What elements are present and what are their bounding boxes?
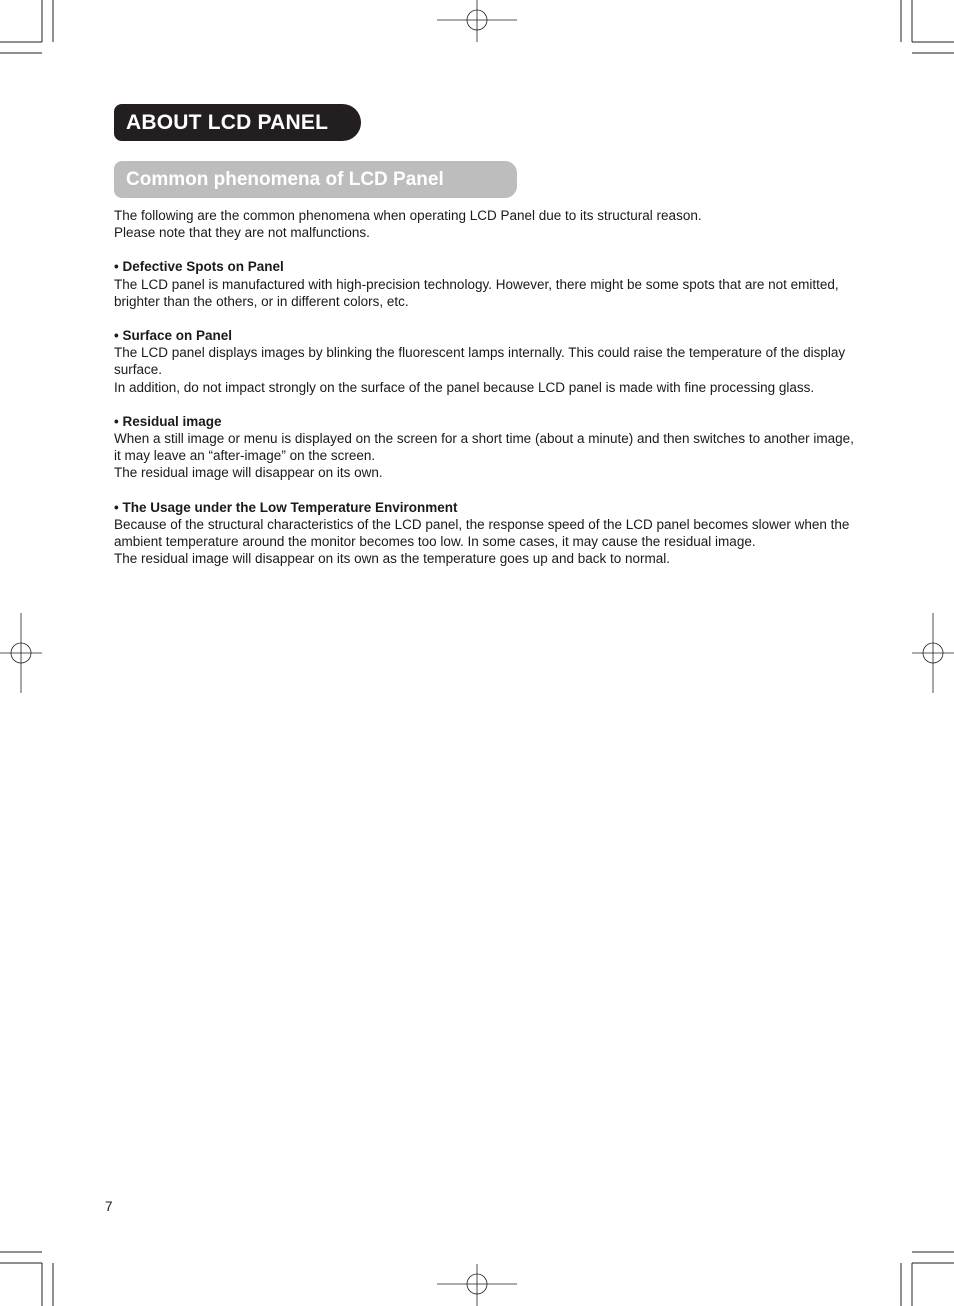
section-heading: Common phenomena of LCD Panel xyxy=(114,161,517,198)
section-paragraph: Because of the structural characteristics of the LCD panel, the response speed of the LCD panel becomes slower when the ambient temperature around the monitor becomes too low. In some cases, it may cause the residual image. xyxy=(114,516,850,550)
intro-line: The following are the common phenomena when operating LCD Panel due to its structural reason. xyxy=(114,208,702,223)
section-paragraph: The LCD panel displays images by blinking the fluorescent lamps internally. This could raise the temperature of the display surface. xyxy=(114,345,846,378)
crop-mark-icon xyxy=(901,1252,954,1306)
document-body xyxy=(114,207,854,567)
section-title: • Residual image xyxy=(114,413,222,429)
section-residual-image xyxy=(114,413,854,482)
registration-mark-icon xyxy=(437,0,517,42)
section-paragraph: The LCD panel is manufactured with high-precision technology. However, there might be some spots that are not emitted, brighter than the others, or in different colors, etc. xyxy=(114,276,839,309)
section-title: • The Usage under the Low Temperature Environment xyxy=(114,499,458,515)
page-number: 7 xyxy=(105,1199,113,1214)
crop-mark-icon xyxy=(901,0,954,53)
registration-mark-icon xyxy=(0,613,42,693)
registration-mark-icon xyxy=(437,1264,517,1306)
registration-mark-icon xyxy=(912,613,954,693)
crop-mark-icon xyxy=(0,0,53,53)
section-title: • Defective Spots on Panel xyxy=(114,259,284,275)
section-paragraph: In addition, do not impact strongly on the surface of the panel because LCD panel is made with fine processing glass. xyxy=(114,379,815,395)
section-surface xyxy=(114,327,854,396)
page-title: ABOUT LCD PANEL xyxy=(114,104,361,141)
section-low-temperature xyxy=(114,499,854,568)
section-title: • Surface on Panel xyxy=(114,328,233,344)
section-paragraph: The residual image will disappear on its own as the temperature goes up and back to normal. xyxy=(114,551,671,567)
section-paragraph: When a still image or menu is displayed on the screen for a short time (about a minute) and then switches to another image, it may leave an “after-image” on the screen. xyxy=(114,431,854,464)
intro-line: Please note that they are not malfunctions. xyxy=(114,225,370,241)
section-defective-spots xyxy=(114,258,854,310)
crop-mark-icon xyxy=(0,1252,53,1306)
section-paragraph: The residual image will disappear on its own. xyxy=(114,465,383,481)
